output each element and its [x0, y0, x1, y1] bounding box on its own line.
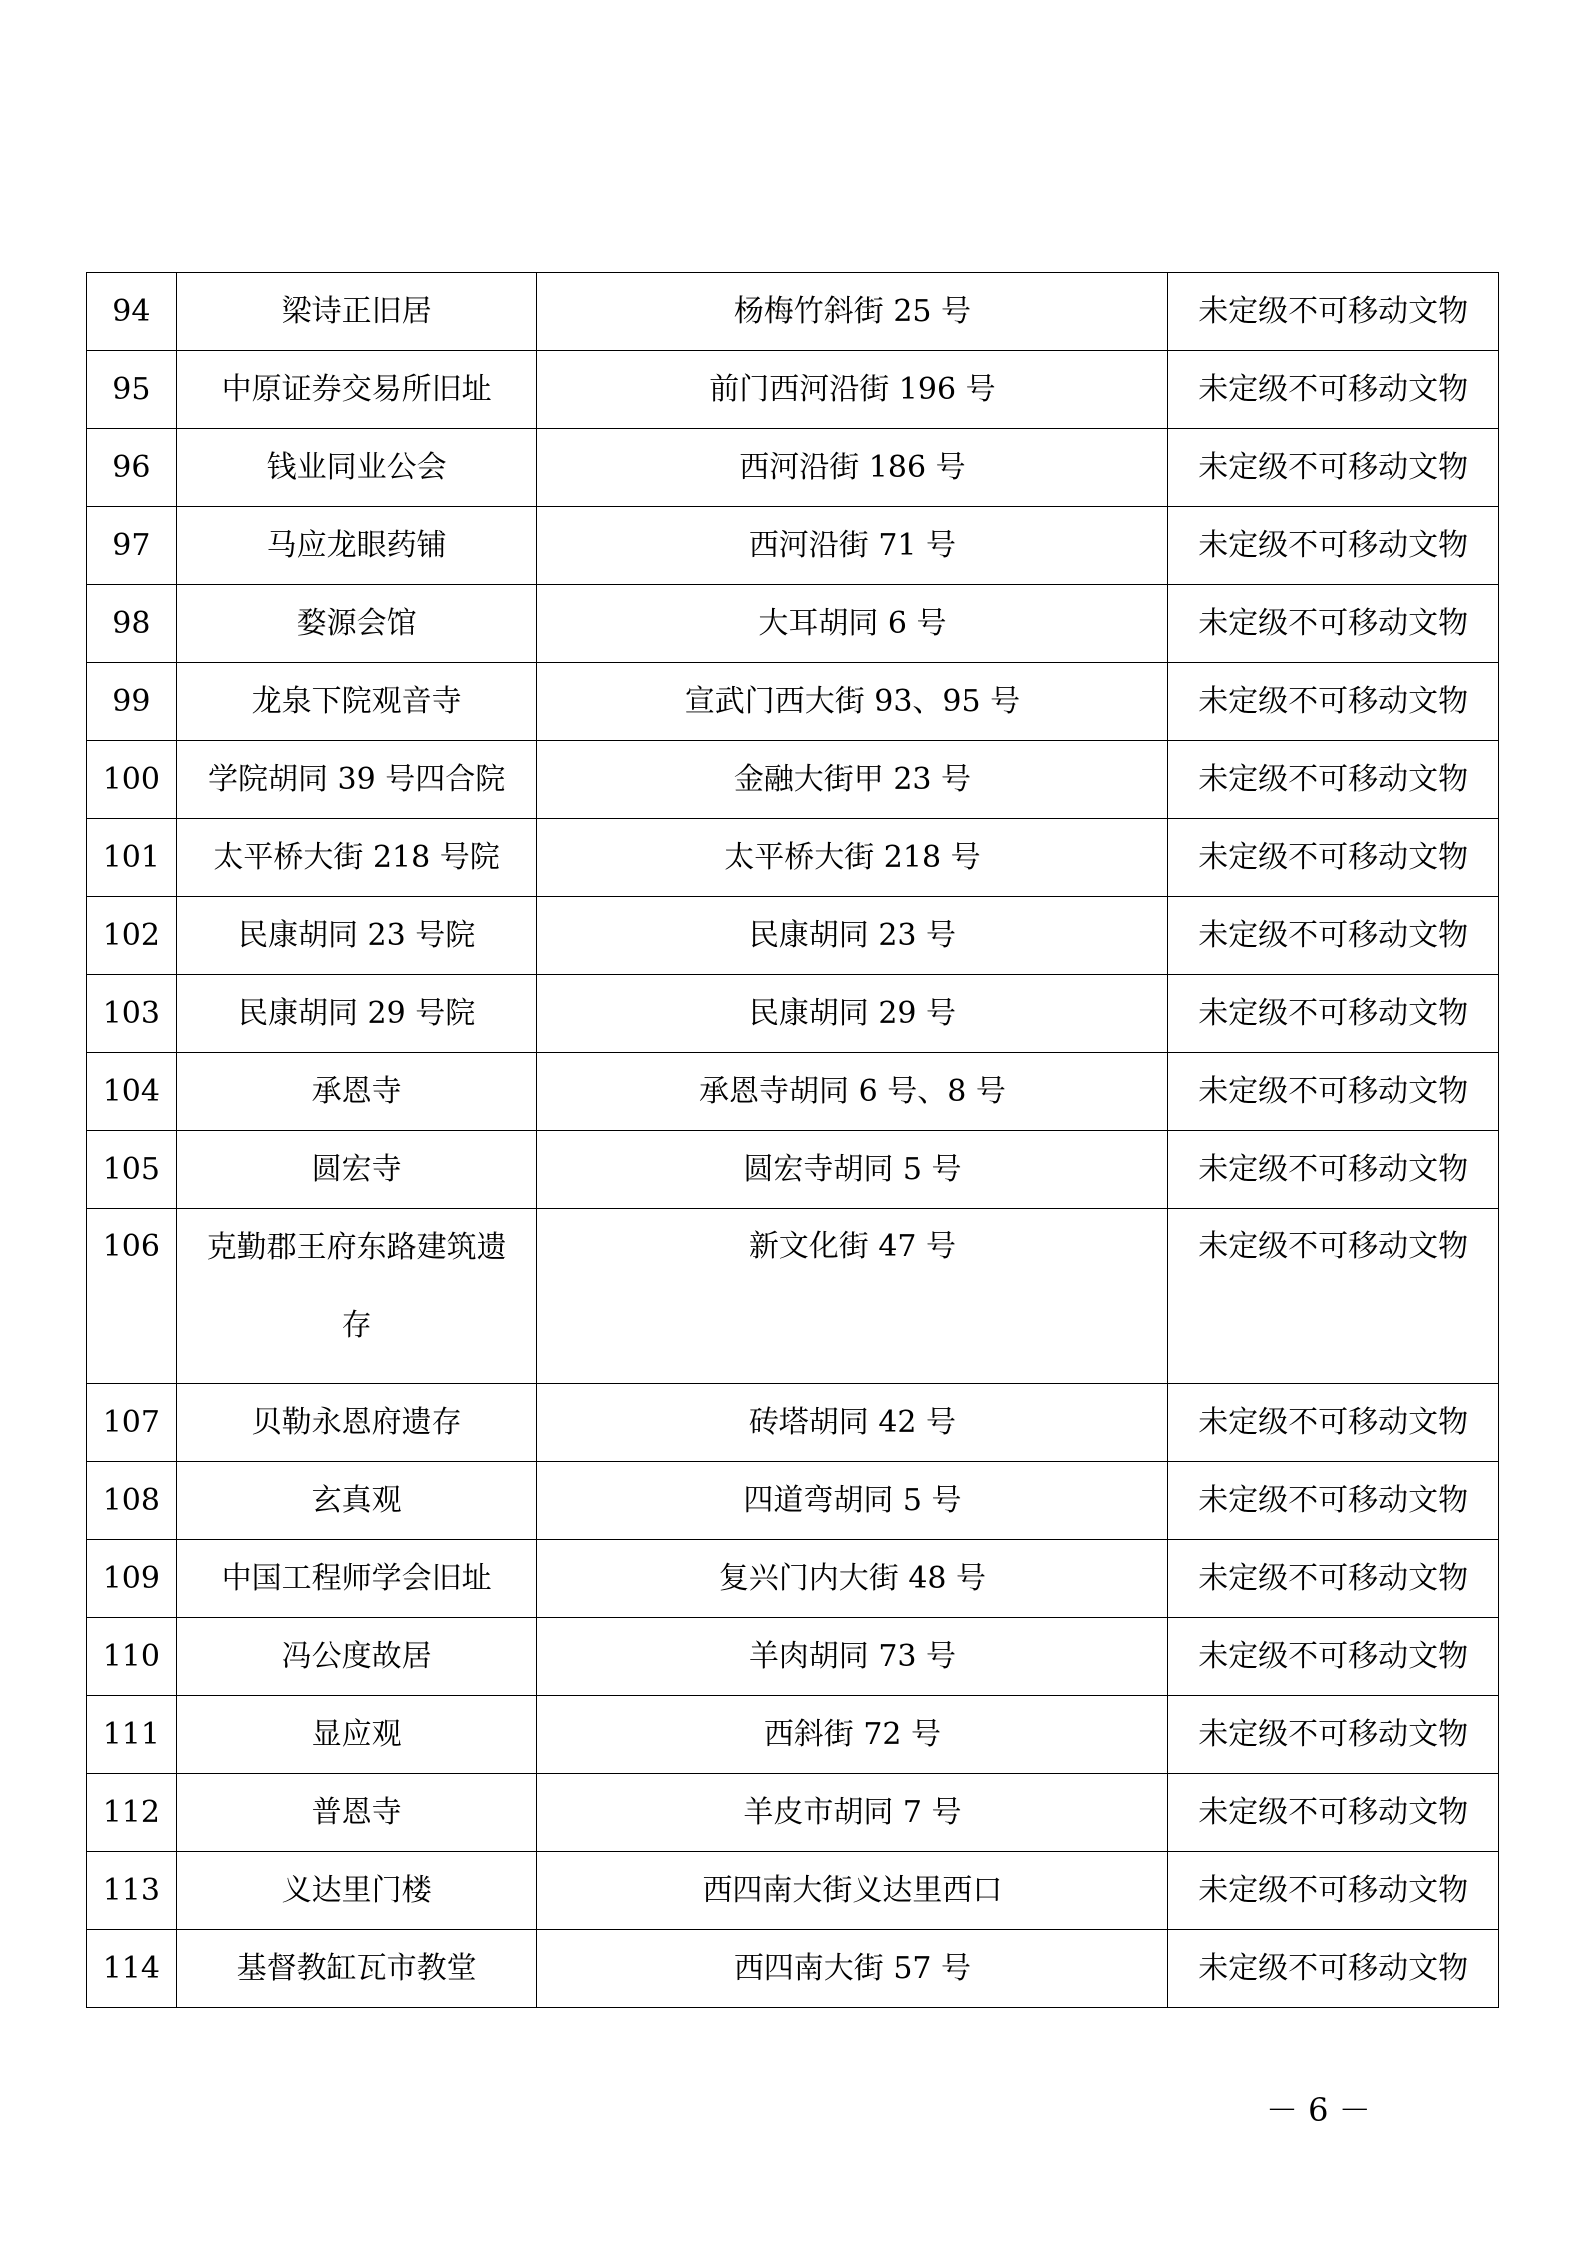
- site-name-cell: 龙泉下院观音寺: [176, 663, 537, 741]
- address-cell: 杨梅竹斜街 25 号: [537, 273, 1168, 351]
- heritage-table: [86, 272, 1499, 2008]
- table-row: [87, 273, 1499, 351]
- protection-level-cell: 未定级不可移动文物: [1168, 585, 1499, 663]
- address-cell: 宣武门西大街 93、95 号: [537, 663, 1168, 741]
- row-number-cell: 109: [87, 1540, 177, 1618]
- table-row: [87, 429, 1499, 507]
- table-row: [87, 1053, 1499, 1131]
- protection-level-cell: 未定级不可移动文物: [1168, 507, 1499, 585]
- row-number-cell: 114: [87, 1930, 177, 2008]
- site-name-cell: 冯公度故居: [176, 1618, 537, 1696]
- site-name-cell: 中国工程师学会旧址: [176, 1540, 537, 1618]
- table-row: [87, 1209, 1499, 1384]
- site-name-cell: 基督教缸瓦市教堂: [176, 1930, 537, 2008]
- site-name-cell: 中原证券交易所旧址: [176, 351, 537, 429]
- address-cell: 西河沿街 71 号: [537, 507, 1168, 585]
- protection-level-cell: 未定级不可移动文物: [1168, 663, 1499, 741]
- site-name-cell: 民康胡同 23 号院: [176, 897, 537, 975]
- protection-level-cell: 未定级不可移动文物: [1168, 1618, 1499, 1696]
- row-number-cell: 94: [87, 273, 177, 351]
- row-number-cell: 101: [87, 819, 177, 897]
- site-name-cell: 婺源会馆: [176, 585, 537, 663]
- address-cell: 圆宏寺胡同 5 号: [537, 1131, 1168, 1209]
- protection-level-cell: 未定级不可移动文物: [1168, 897, 1499, 975]
- row-number-cell: 107: [87, 1384, 177, 1462]
- address-cell: 太平桥大街 218 号: [537, 819, 1168, 897]
- table-row: [87, 507, 1499, 585]
- site-name-cell: 太平桥大街 218 号院: [176, 819, 537, 897]
- protection-level-cell: 未定级不可移动文物: [1168, 1852, 1499, 1930]
- row-number-cell: 96: [87, 429, 177, 507]
- table-row: [87, 663, 1499, 741]
- row-number-cell: 99: [87, 663, 177, 741]
- row-number-cell: 112: [87, 1774, 177, 1852]
- site-name-cell: 钱业同业公会: [176, 429, 537, 507]
- protection-level-cell: 未定级不可移动文物: [1168, 1930, 1499, 2008]
- site-name-cell: 显应观: [176, 1696, 537, 1774]
- table-row: [87, 1930, 1499, 2008]
- address-cell: 西斜街 72 号: [537, 1696, 1168, 1774]
- site-name-cell: 马应龙眼药铺: [176, 507, 537, 585]
- table-row: [87, 1774, 1499, 1852]
- table-row: [87, 1384, 1499, 1462]
- protection-level-cell: 未定级不可移动文物: [1168, 1462, 1499, 1540]
- table-row: [87, 897, 1499, 975]
- table-row: [87, 741, 1499, 819]
- row-number-cell: 110: [87, 1618, 177, 1696]
- address-cell: 民康胡同 29 号: [537, 975, 1168, 1053]
- site-name-cell: 民康胡同 29 号院: [176, 975, 537, 1053]
- site-name-cell: 贝勒永恩府遗存: [176, 1384, 537, 1462]
- address-cell: 复兴门内大街 48 号: [537, 1540, 1168, 1618]
- address-cell: 西四南大街义达里西口: [537, 1852, 1168, 1930]
- row-number-cell: 104: [87, 1053, 177, 1131]
- address-cell: 砖塔胡同 42 号: [537, 1384, 1168, 1462]
- address-cell: 金融大街甲 23 号: [537, 741, 1168, 819]
- address-cell: 新文化街 47 号: [537, 1209, 1168, 1384]
- address-cell: 羊皮市胡同 7 号: [537, 1774, 1168, 1852]
- row-number-cell: 108: [87, 1462, 177, 1540]
- site-name-cell: 玄真观: [176, 1462, 537, 1540]
- protection-level-cell: 未定级不可移动文物: [1168, 975, 1499, 1053]
- row-number-cell: 113: [87, 1852, 177, 1930]
- table-row: [87, 1696, 1499, 1774]
- address-cell: 四道弯胡同 5 号: [537, 1462, 1168, 1540]
- row-number-cell: 103: [87, 975, 177, 1053]
- protection-level-cell: 未定级不可移动文物: [1168, 273, 1499, 351]
- row-number-cell: 106: [87, 1209, 177, 1384]
- address-cell: 西河沿街 186 号: [537, 429, 1168, 507]
- table-row: [87, 1131, 1499, 1209]
- site-name-cell: 普恩寺: [176, 1774, 537, 1852]
- protection-level-cell: 未定级不可移动文物: [1168, 741, 1499, 819]
- protection-level-cell: 未定级不可移动文物: [1168, 1131, 1499, 1209]
- address-cell: 承恩寺胡同 6 号、8 号: [537, 1053, 1168, 1131]
- table-row: [87, 1852, 1499, 1930]
- row-number-cell: 100: [87, 741, 177, 819]
- table-row: [87, 1540, 1499, 1618]
- row-number-cell: 111: [87, 1696, 177, 1774]
- protection-level-cell: 未定级不可移动文物: [1168, 429, 1499, 507]
- site-name-cell: 梁诗正旧居: [176, 273, 537, 351]
- page-number: － 6 －: [1266, 2091, 1371, 2129]
- row-number-cell: 98: [87, 585, 177, 663]
- protection-level-cell: 未定级不可移动文物: [1168, 1384, 1499, 1462]
- site-name-cell: 义达里门楼: [176, 1852, 537, 1930]
- protection-level-cell: 未定级不可移动文物: [1168, 1053, 1499, 1131]
- address-cell: 前门西河沿街 196 号: [537, 351, 1168, 429]
- row-number-cell: 102: [87, 897, 177, 975]
- row-number-cell: 97: [87, 507, 177, 585]
- address-cell: 民康胡同 23 号: [537, 897, 1168, 975]
- protection-level-cell: 未定级不可移动文物: [1168, 1696, 1499, 1774]
- address-cell: 大耳胡同 6 号: [537, 585, 1168, 663]
- row-number-cell: 105: [87, 1131, 177, 1209]
- table-row: [87, 819, 1499, 897]
- site-name-cell: 克勤郡王府东路建筑遗存: [176, 1209, 537, 1384]
- table-row: [87, 585, 1499, 663]
- protection-level-cell: 未定级不可移动文物: [1168, 1540, 1499, 1618]
- protection-level-cell: 未定级不可移动文物: [1168, 819, 1499, 897]
- protection-level-cell: 未定级不可移动文物: [1168, 1774, 1499, 1852]
- table-row: [87, 975, 1499, 1053]
- table-row: [87, 1618, 1499, 1696]
- site-name-cell: 圆宏寺: [176, 1131, 537, 1209]
- site-name-cell: 学院胡同 39 号四合院: [176, 741, 537, 819]
- protection-level-cell: 未定级不可移动文物: [1168, 1209, 1499, 1384]
- row-number-cell: 95: [87, 351, 177, 429]
- table-row: [87, 1462, 1499, 1540]
- table-row: [87, 351, 1499, 429]
- site-name-cell: 承恩寺: [176, 1053, 537, 1131]
- address-cell: 羊肉胡同 73 号: [537, 1618, 1168, 1696]
- address-cell: 西四南大街 57 号: [537, 1930, 1168, 2008]
- heritage-table-body: [87, 273, 1499, 2008]
- protection-level-cell: 未定级不可移动文物: [1168, 351, 1499, 429]
